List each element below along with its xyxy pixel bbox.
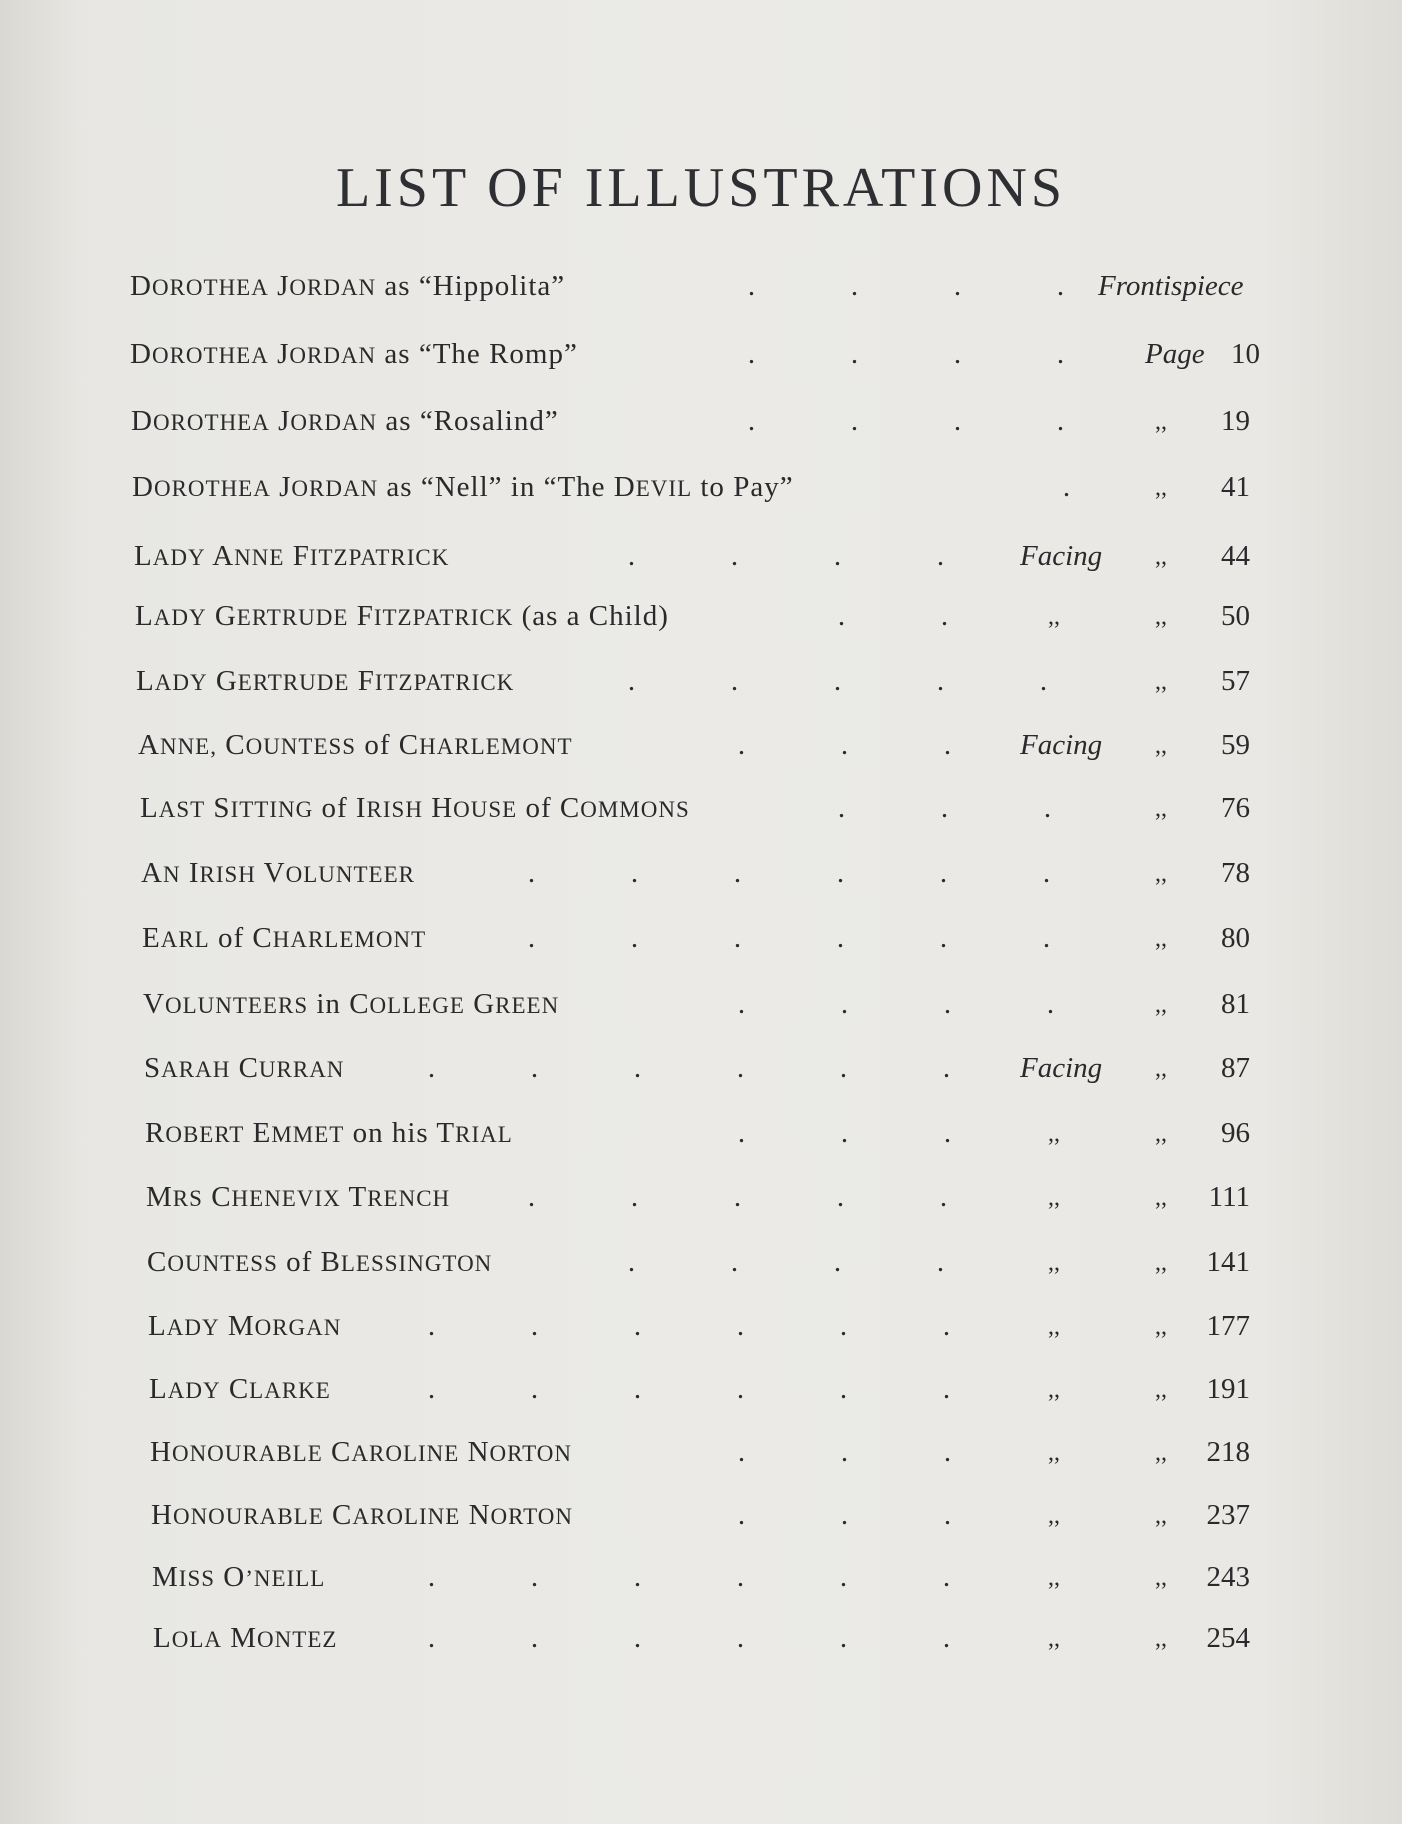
illustration-title: SARAH CURRAN (144, 1052, 345, 1084)
illustration-title: ROBERT EMMET on his TRIAL (145, 1117, 513, 1149)
page-number: 10 (1231, 338, 1260, 370)
page-title: LIST OF ILLUSTRATIONS (335, 156, 1067, 219)
leader-dots: . . . . . . (527, 922, 1051, 954)
page-number: 177 (1206, 1310, 1250, 1342)
leader-dots: . . . . (747, 405, 1065, 437)
illustration-title: ANNE, COUNTESS of CHARLEMONT (138, 729, 573, 761)
leader-dots: . . . (737, 729, 952, 761)
facing-label: Facing (1020, 1052, 1103, 1084)
leader-dots: . . (837, 600, 949, 632)
list-item (130, 338, 1270, 384)
leader-dots: . . . . (627, 540, 945, 572)
illustration-title: DOROTHEA JORDAN as “Rosalind” (131, 405, 559, 437)
facing-ditto-mark: ,, (1048, 1440, 1060, 1466)
list-item (152, 1561, 1270, 1607)
facing-label: Facing (1020, 540, 1103, 572)
list-item (130, 270, 1270, 316)
leader-dots: . . . . . . (427, 1561, 951, 1593)
list-item (144, 1052, 1270, 1098)
leader-dots: . . . (837, 792, 1052, 824)
page-ditto-mark: ,, (1155, 861, 1167, 887)
page-number: 57 (1221, 665, 1250, 697)
list-item (147, 1246, 1270, 1292)
page-ditto-mark: ,, (1155, 475, 1167, 501)
page-ditto-mark: ,, (1155, 1440, 1167, 1466)
list-item (145, 1117, 1270, 1163)
page-number: 19 (1221, 405, 1250, 437)
page-number: 141 (1206, 1246, 1250, 1278)
illustration-title: LADY MORGAN (148, 1310, 342, 1342)
leader-dots: . . . . . (527, 1181, 948, 1213)
illustration-title: LADY GERTRUDE FITZPATRICK (136, 665, 515, 697)
list-item (140, 792, 1270, 838)
page-ditto-mark: ,, (1155, 1185, 1167, 1211)
facing-ditto-mark: ,, (1048, 1503, 1060, 1529)
facing-ditto-mark: ,, (1048, 604, 1060, 630)
illustration-title: EARL of CHARLEMONT (142, 922, 427, 954)
page-ditto-mark: ,, (1155, 1626, 1167, 1652)
facing-label: Facing (1020, 729, 1103, 761)
list-item (146, 1181, 1270, 1227)
page-ditto-mark: ,, (1155, 1565, 1167, 1591)
leader-dots: . (1062, 471, 1071, 503)
page-ditto-mark: ,, (1155, 992, 1167, 1018)
page-ditto-mark: ,, (1155, 544, 1167, 570)
frontispiece-label: Frontispiece (1098, 270, 1244, 302)
page-ditto-mark: ,, (1155, 409, 1167, 435)
facing-ditto-mark: ,, (1048, 1185, 1060, 1211)
leader-dots: . . . (737, 1117, 952, 1149)
list-item (149, 1373, 1270, 1419)
leader-dots: . . . . . . (527, 857, 1051, 889)
page-ditto-mark: ,, (1155, 1121, 1167, 1147)
list-item (148, 1310, 1270, 1356)
page-number: 96 (1221, 1117, 1250, 1149)
list-item (134, 540, 1270, 586)
leader-dots: . . . . . . (427, 1373, 951, 1405)
page-ditto-mark: ,, (1155, 1250, 1167, 1276)
page-ditto-mark: ,, (1155, 1314, 1167, 1340)
page-ditto-mark: ,, (1155, 669, 1167, 695)
list-item (151, 1499, 1270, 1545)
illustration-title: DOROTHEA JORDAN as “Nell” in “The DEVIL to Pay” (132, 471, 794, 503)
illustration-title: VOLUNTEERS in COLLEGE GREEN (143, 988, 560, 1020)
list-item (138, 729, 1270, 775)
page-ditto-mark: ,, (1155, 1377, 1167, 1403)
leader-dots: . . . . (747, 338, 1065, 370)
list-item (135, 600, 1270, 646)
facing-ditto-mark: ,, (1048, 1121, 1060, 1147)
leader-dots: . . . . . . (427, 1052, 951, 1084)
page-ditto-mark: ,, (1155, 604, 1167, 630)
page-number: 111 (1208, 1181, 1250, 1213)
illustration-title: LADY CLARKE (149, 1373, 331, 1405)
page-number: 44 (1221, 540, 1250, 572)
list-item (142, 922, 1270, 968)
page-ditto-mark: ,, (1155, 796, 1167, 822)
list-item (143, 988, 1270, 1034)
page-number: 78 (1221, 857, 1250, 889)
illustration-title: HONOURABLE CAROLINE NORTON (151, 1499, 573, 1531)
list-item (153, 1622, 1270, 1668)
list-item (141, 857, 1270, 903)
leader-dots: . . . . (747, 270, 1065, 302)
page-number: 243 (1206, 1561, 1250, 1593)
illustration-title: LAST SITTING of IRISH HOUSE of COMMONS (140, 792, 690, 824)
facing-ditto-mark: ,, (1048, 1250, 1060, 1276)
illustration-title: COUNTESS of BLESSINGTON (147, 1246, 493, 1278)
page-number: 59 (1221, 729, 1250, 761)
facing-ditto-mark: ,, (1048, 1314, 1060, 1340)
list-item (150, 1436, 1270, 1482)
page-number: 41 (1221, 471, 1250, 503)
page-number: 80 (1221, 922, 1250, 954)
facing-ditto-mark: ,, (1048, 1626, 1060, 1652)
leader-dots: . . . (737, 1436, 952, 1468)
leader-dots: . . . . . . (427, 1310, 951, 1342)
illustration-title: LADY ANNE FITZPATRICK (134, 540, 450, 572)
page-number: 218 (1206, 1436, 1250, 1468)
page-number: 237 (1206, 1499, 1250, 1531)
illustration-title: MISS O’NEILL (152, 1561, 326, 1593)
illustration-title: MRS CHENEVIX TRENCH (146, 1181, 451, 1213)
page-number: 81 (1221, 988, 1250, 1020)
page-number: 76 (1221, 792, 1250, 824)
list-item (136, 665, 1270, 711)
page-number: 254 (1206, 1622, 1250, 1654)
leader-dots: . . . . (627, 1246, 945, 1278)
page-ditto-mark: ,, (1155, 1056, 1167, 1082)
illustration-title: HONOURABLE CAROLINE NORTON (150, 1436, 572, 1468)
page-ditto-mark: ,, (1155, 926, 1167, 952)
facing-ditto-mark: ,, (1048, 1377, 1060, 1403)
illustration-title: AN IRISH VOLUNTEER (141, 857, 415, 889)
page-ditto-mark: ,, (1155, 1503, 1167, 1529)
illustration-title: LOLA MONTEZ (153, 1622, 338, 1654)
page-label: Page (1145, 338, 1205, 370)
leader-dots: . . . (737, 1499, 952, 1531)
leader-dots: . . . . . . (427, 1622, 951, 1654)
page-number: 50 (1221, 600, 1250, 632)
leader-dots: . . . . . (627, 665, 1048, 697)
list-item (132, 471, 1270, 517)
list-item (131, 405, 1270, 451)
illustration-title: DOROTHEA JORDAN as “The Romp” (130, 338, 578, 370)
illustration-title: DOROTHEA JORDAN as “Hippolita” (130, 270, 566, 302)
page-number: 191 (1206, 1373, 1250, 1405)
facing-ditto-mark: ,, (1048, 1565, 1060, 1591)
illustration-title: LADY GERTRUDE FITZPATRICK (as a Child) (135, 600, 669, 632)
page-ditto-mark: ,, (1155, 733, 1167, 759)
leader-dots: . . . . (737, 988, 1055, 1020)
page-number: 87 (1221, 1052, 1250, 1084)
